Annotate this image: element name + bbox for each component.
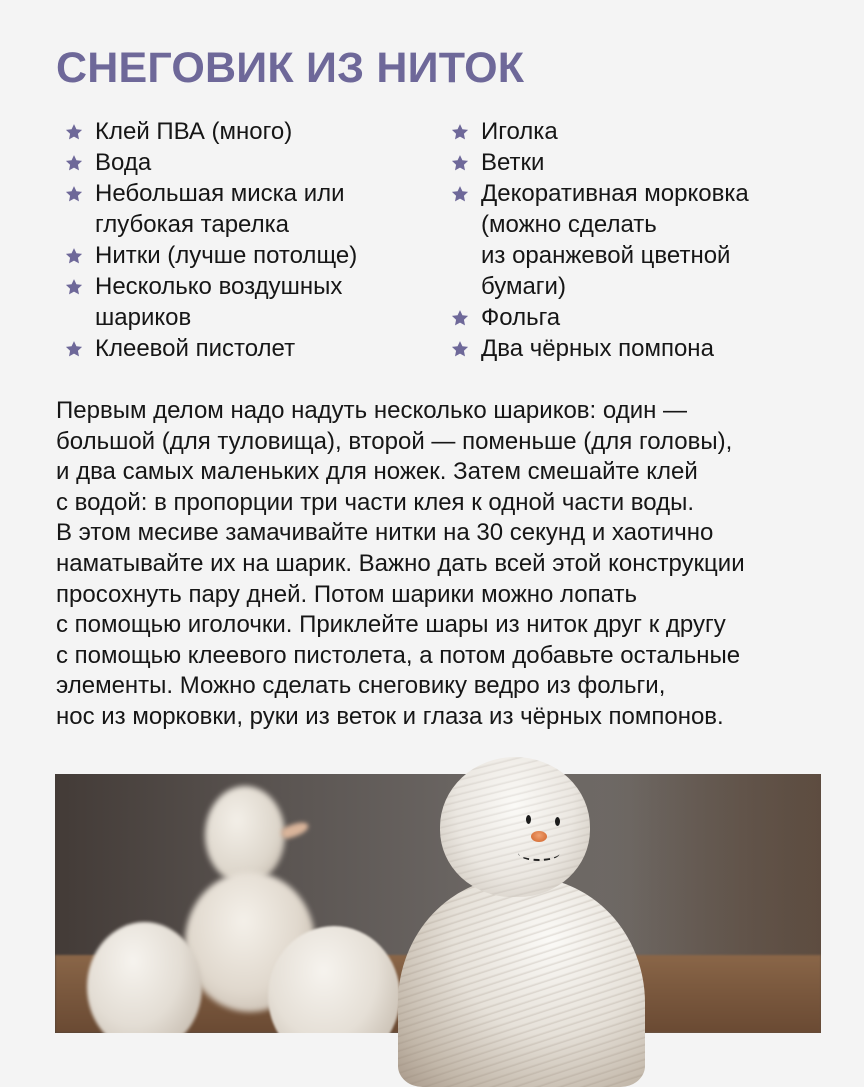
star-icon [450, 339, 470, 359]
instructions-paragraph [56, 396, 846, 733]
star-icon [450, 308, 470, 328]
snowman-mouth [518, 845, 560, 861]
star-icon [450, 184, 470, 204]
material-item-text: шариков [95, 304, 192, 331]
star-icon [450, 153, 470, 173]
material-item [450, 178, 844, 302]
star-icon [64, 277, 84, 297]
material-item [450, 302, 844, 333]
material-item [450, 116, 844, 147]
material-item-text: Декоративная морковка [481, 180, 749, 207]
material-item-text: бумаги) [481, 273, 566, 300]
instruction-line: большой (для туловища), второй — поменьше (для головы), [56, 427, 733, 455]
snowman-carrot-nose [531, 831, 547, 842]
snowman-body [398, 877, 645, 1087]
material-item [64, 271, 450, 333]
star-icon [64, 122, 84, 142]
instruction-line: с помощью клеевого пистолета, а потом добавьте остальные [56, 641, 741, 669]
material-item [450, 147, 844, 178]
material-item [450, 333, 844, 364]
snowman-head [440, 757, 590, 897]
foreground-snowman-cutout [393, 757, 653, 1080]
material-item [64, 116, 450, 147]
material-item [64, 147, 450, 178]
material-item-text: Нитки (лучше потолще) [95, 242, 358, 269]
star-icon [64, 153, 84, 173]
instruction-line: просохнуть пару дней. Потом шарики можно лопать [56, 580, 637, 608]
star-icon [64, 246, 84, 266]
materials-list [64, 116, 844, 364]
instruction-line: наматывайте их на шарик. Важно дать всей этой конструкции [56, 549, 745, 577]
material-item-text: Клей ПВА (много) [95, 118, 293, 145]
materials-column-right [450, 116, 844, 364]
material-item-text: (можно сделать [481, 211, 657, 238]
page-title: СНЕГОВИК ИЗ НИТОК [56, 44, 525, 92]
material-item-text: Ветки [481, 149, 545, 176]
materials-column-left [64, 116, 450, 364]
star-icon [64, 339, 84, 359]
instruction-line: нос из морковки, руки из веток и глаза из чёрных помпонов. [56, 702, 724, 730]
instruction-line: В этом месиве замачивайте нитки на 30 секунд и хаотично [56, 519, 714, 547]
instruction-line: с помощью иголочки. Приклейте шары из ниток друг к другу [56, 611, 726, 639]
material-item-text: Фольга [481, 304, 561, 331]
material-item-text: глубокая тарелка [95, 211, 289, 238]
star-icon [450, 122, 470, 142]
material-item-text: Иголка [481, 118, 558, 145]
material-item [64, 178, 450, 240]
material-item-text: Вода [95, 149, 152, 176]
material-item [64, 333, 450, 364]
instruction-line: элементы. Можно сделать снеговику ведро из фольги, [56, 672, 666, 700]
instruction-line: и два самых маленьких для ножек. Затем смешайте клей [56, 458, 698, 486]
material-item [64, 240, 450, 271]
material-item-text: Несколько воздушных [95, 273, 343, 300]
instruction-line: Первым делом надо надуть несколько шариков: один — [56, 397, 688, 424]
star-icon [64, 184, 84, 204]
material-item-text: из оранжевой цветной [481, 242, 731, 269]
material-item-text: Небольшая миска или [95, 180, 345, 207]
snowman-eye-right [555, 817, 560, 826]
snowman-eye-left [526, 815, 531, 824]
material-item-text: Клеевой пистолет [95, 335, 296, 362]
background-snowman-head [205, 786, 285, 884]
instruction-line: с водой: в пропорции три части клея к одной части воды. [56, 488, 695, 516]
material-item-text: Два чёрных помпона [481, 335, 714, 362]
background-snowman-nose [280, 820, 310, 841]
